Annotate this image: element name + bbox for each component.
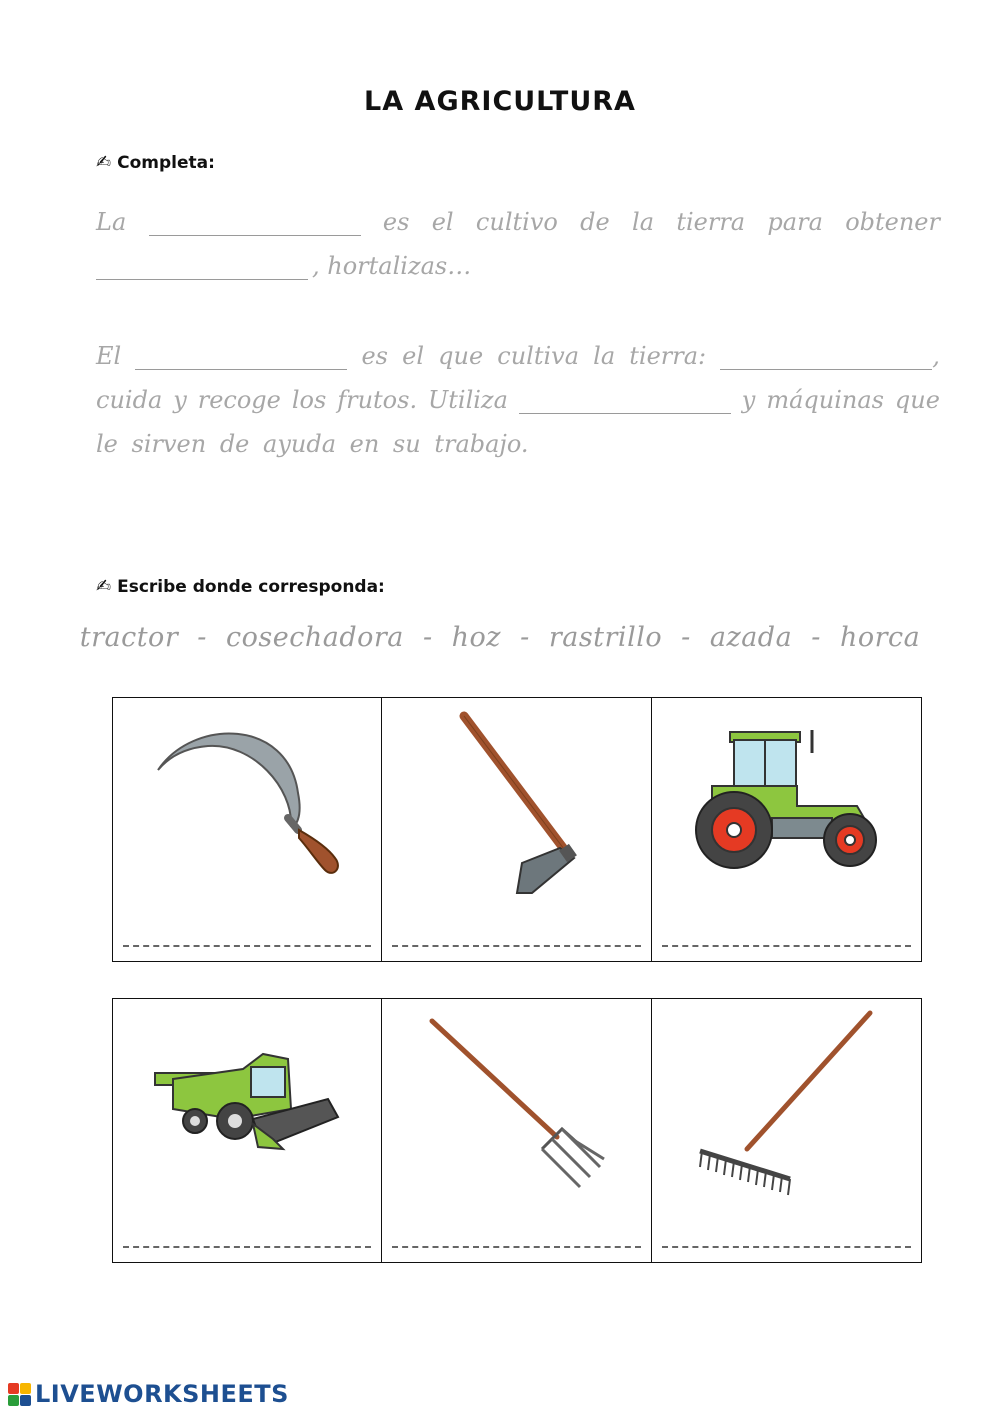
word: La	[96, 208, 127, 236]
instruction-text: Completa:	[117, 152, 215, 173]
blank-1[interactable]	[149, 207, 361, 236]
word: cuida	[96, 386, 163, 414]
word: para	[767, 208, 823, 236]
word: la	[632, 208, 655, 236]
image-grid-row-1	[112, 697, 922, 962]
pencil-icon: ✍	[96, 576, 112, 597]
word: , hortalizas…	[312, 252, 472, 280]
cell-sickle	[113, 698, 382, 961]
paragraph-1	[96, 192, 940, 280]
word: es	[382, 208, 410, 236]
instruction-completa	[96, 152, 215, 173]
answer-line-4[interactable]	[123, 1226, 371, 1248]
blank-3[interactable]	[135, 341, 347, 370]
blank-5[interactable]	[519, 385, 731, 414]
pencil-icon: ✍	[96, 152, 112, 173]
word: cultivo	[475, 208, 558, 236]
answer-line-1[interactable]	[123, 925, 371, 947]
word: de	[580, 208, 610, 236]
answer-input-1[interactable]	[149, 208, 361, 236]
rake-icon	[652, 999, 920, 1229]
word: tierra	[676, 208, 746, 236]
answer-input-hoe[interactable]	[392, 925, 644, 947]
answer-input-5[interactable]	[519, 386, 731, 414]
word: ,	[932, 342, 940, 370]
word: la	[593, 342, 616, 370]
word: recoge	[197, 386, 281, 414]
blank-2[interactable]	[96, 251, 308, 280]
logo-text: LIVEWORKSHEETS	[35, 1380, 289, 1408]
answer-input-4[interactable]	[720, 342, 932, 370]
cell-pitchfork	[382, 999, 651, 1262]
paragraph-2	[96, 326, 940, 458]
tractor-icon	[652, 698, 920, 928]
image-grid-row-2	[112, 998, 922, 1263]
pitchfork-icon	[382, 999, 650, 1229]
word: frutos.	[337, 386, 418, 414]
answer-line-3[interactable]	[662, 925, 911, 947]
combine-harvester-icon	[113, 999, 381, 1229]
cell-hoe	[382, 698, 651, 961]
word: máquinas	[766, 386, 884, 414]
word: cultiva	[497, 342, 580, 370]
sentence: le sirven de ayuda en su trabajo.	[96, 430, 529, 458]
word-bank: tractor - cosechadora - hoz - rastrillo - azada - horca	[79, 622, 921, 653]
word: El	[96, 342, 122, 370]
answer-input-sickle[interactable]	[123, 925, 375, 947]
answer-input-tractor[interactable]	[662, 925, 915, 947]
word: los	[291, 386, 327, 414]
word: es	[361, 342, 388, 370]
answer-input-3[interactable]	[135, 342, 347, 370]
answer-input-2[interactable]	[96, 252, 308, 280]
word: que	[438, 342, 484, 370]
blank-4[interactable]	[720, 341, 932, 370]
word: y	[741, 386, 756, 414]
answer-input-pitchfork[interactable]	[392, 1226, 644, 1248]
instruction-text: Escribe donde corresponda:	[117, 576, 385, 597]
cell-combine	[113, 999, 382, 1262]
logo-badge-icon	[8, 1383, 31, 1406]
answer-line-2[interactable]	[392, 925, 640, 947]
hoe-icon	[382, 698, 650, 928]
word: el	[402, 342, 424, 370]
word: el	[431, 208, 454, 236]
answer-input-rake[interactable]	[662, 1226, 915, 1248]
instruction-escribe	[96, 576, 385, 597]
answer-line-6[interactable]	[662, 1226, 911, 1248]
answer-line-5[interactable]	[392, 1226, 640, 1248]
word: tierra:	[629, 342, 707, 370]
word: Utiliza	[428, 386, 508, 414]
word: y	[173, 386, 187, 414]
cell-rake	[652, 999, 921, 1262]
footer-logo[interactable]	[8, 1380, 289, 1408]
word: obtener	[845, 208, 940, 236]
page-title: LA AGRICULTURA	[364, 86, 636, 117]
word: que	[894, 386, 940, 414]
sickle-icon	[113, 698, 381, 928]
cell-tractor	[652, 698, 921, 961]
answer-input-combine[interactable]	[123, 1226, 375, 1248]
